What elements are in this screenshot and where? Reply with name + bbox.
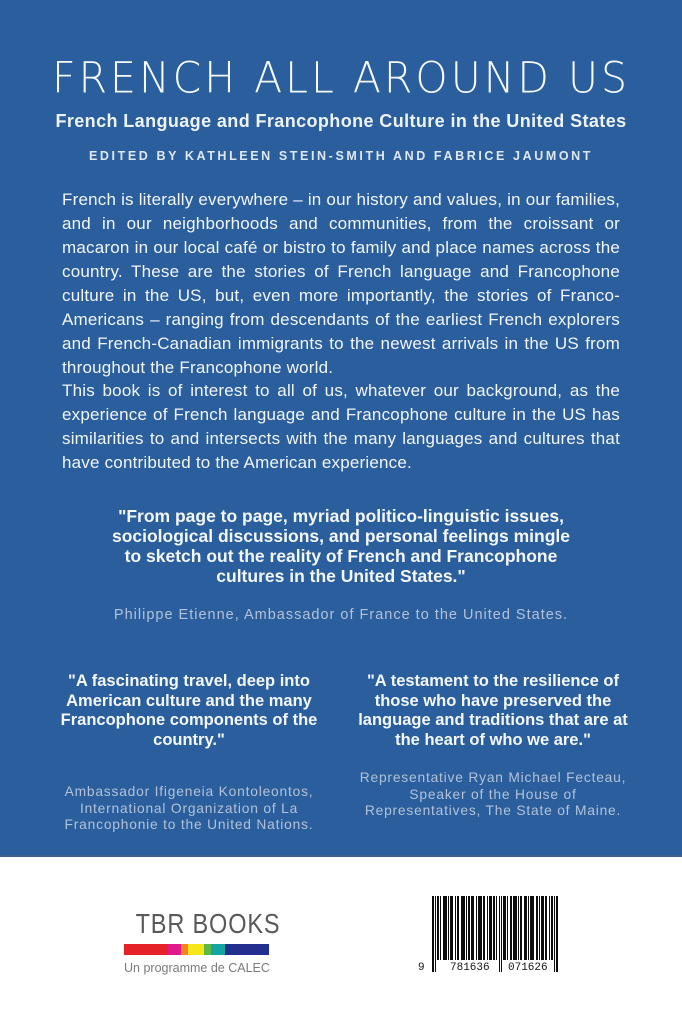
book-subtitle: French Language and Francophone Culture in the United States [55, 111, 627, 131]
quote-right-attribution: Representative Ryan Michael Fecteau, Speaker of the House of Representatives, The State of Maine. [359, 770, 627, 818]
publisher-color-bars-icon [124, 944, 269, 955]
quote-left-text: "A fascinating travel, deep into American culture and the many Francophone components of the country." [60, 672, 318, 749]
main-quote-text: "From page to page, myriad politico-linguistic issues, sociological discussions, and personal feelings mingle to sketch out the reality of French and Francophone cultures in the United States." [111, 506, 571, 586]
barcode-digit-first: 9 [418, 962, 425, 974]
barcode-digit-group1: 781636 [450, 962, 490, 974]
title-block [0, 54, 682, 163]
book-title: FRENCH ALL AROUND US [51, 53, 631, 103]
publisher-tagline: Un programme de CALEC [124, 961, 270, 975]
quote-right-text: "A testament to the resilience of those who have preserved the language and traditions that are at the heart of who we are." [358, 672, 628, 749]
quote-left-attribution: Ambassador Ifigeneia Kontoleontos, International Organization of La Francophonie to the United Nations. [64, 784, 314, 832]
main-quote-attribution: Philippe Etienne, Ambassador of France to the United States. [113, 607, 569, 623]
quote-columns [48, 672, 634, 834]
bottom-white-band [0, 855, 682, 1023]
quote-left [48, 672, 330, 834]
editors-line: EDITED BY KATHLEEN STEIN-SMITH AND FABRICE JAUMONT [88, 149, 594, 163]
publisher-logo [124, 908, 281, 975]
quote-right [352, 672, 634, 834]
isbn-barcode [418, 896, 568, 980]
blurb-paragraph-1: French is literally everywhere – in our history and values, in our families, and in our neighborhoods and communities, from the croissant or macaron in our local café or bistro to family and place names across the country. These are the stories of French language and Francophone culture in the US, but, even more importantly, the stories of Franco-Americans – ranging from descendants of the earliest French explorers and French-Canadian immigrants to the newest arrivals in the US from throughout the Francophone world. [62, 190, 620, 377]
blurb-paragraph-2: This book is of interest to all of us, whatever our background, as the experience of French language and Francophone culture in the US has similarities to and intersects with the many languages and cultures that have contributed to the American experience. [62, 381, 620, 472]
publisher-name: TBR BOOKS [135, 908, 281, 939]
barcode-digit-group2: 071626 [508, 962, 548, 974]
